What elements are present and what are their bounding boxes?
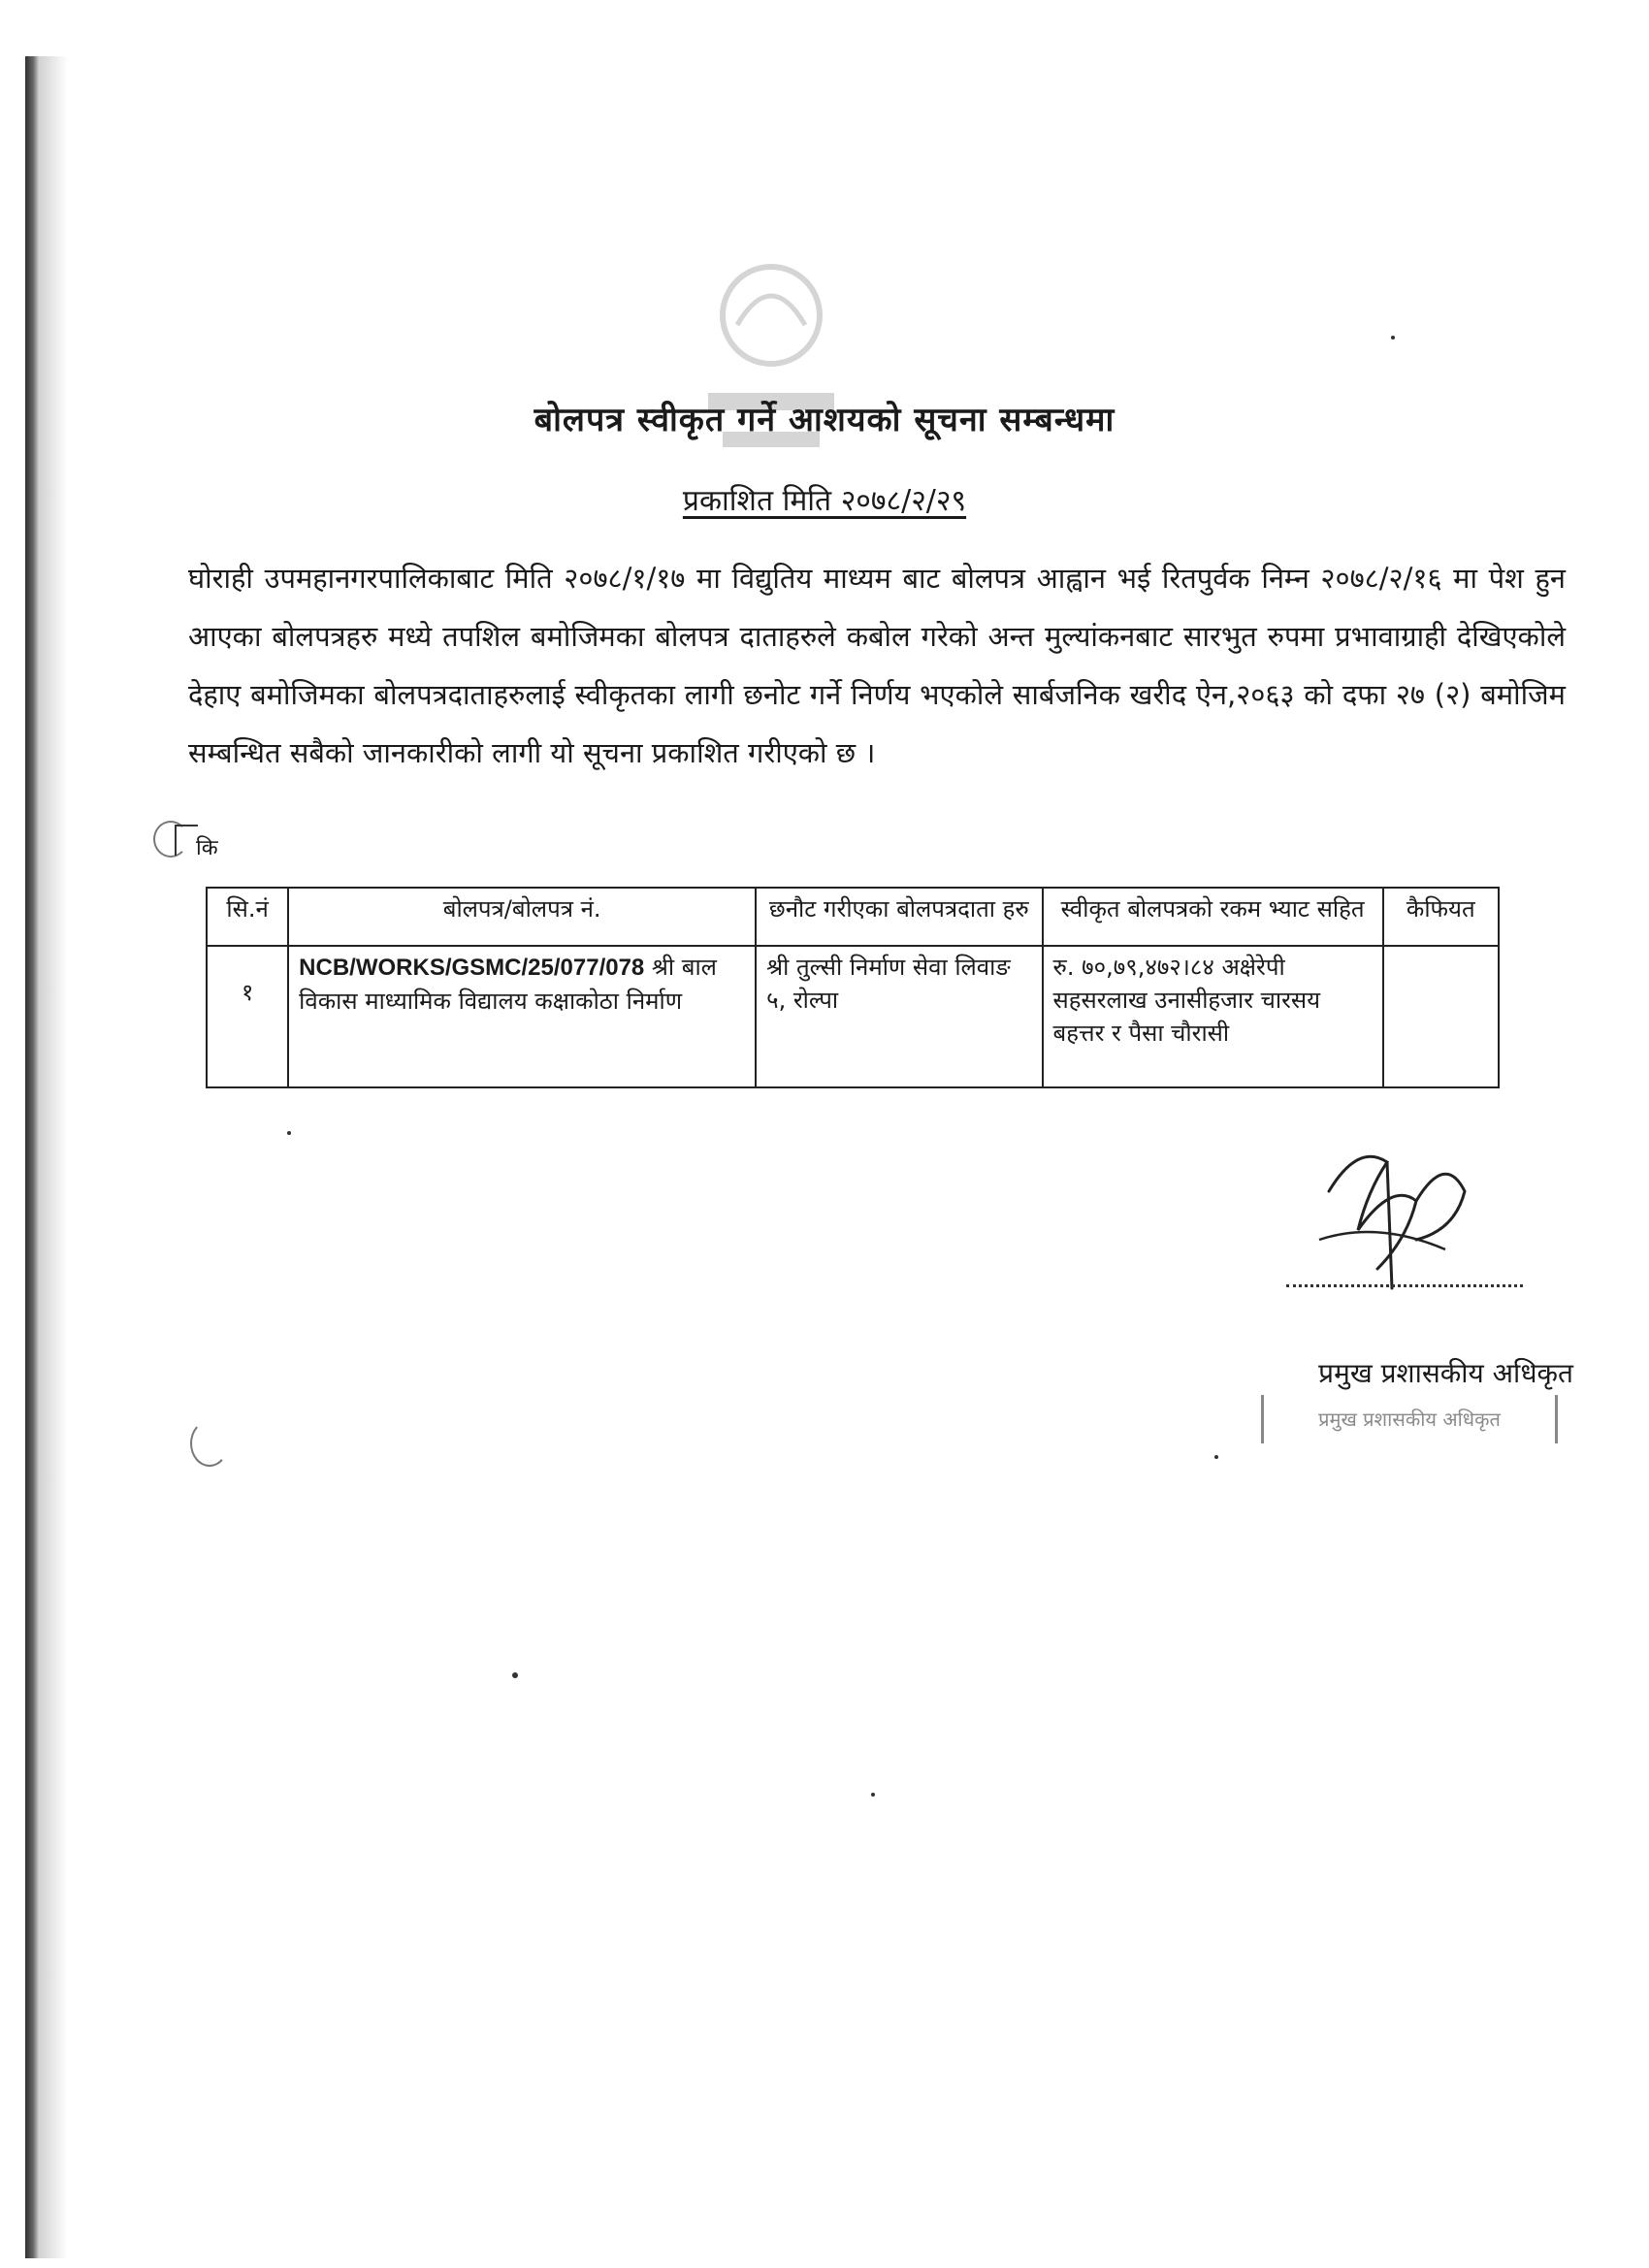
cell-sn: १ — [207, 946, 288, 1087]
header-sn: सि.नं — [207, 888, 288, 946]
publication-date-text: प्रकाशित मिति २०७८/२/२९ — [682, 484, 967, 518]
notice-body: घोराही उपमहानगरपालिकाबाट मिति २०७८/१/१७ मा विद्युतिय माध्यम बाट बोलपत्र आह्वान भई रितपुर्वक निम्न २०७८/२/१६ मा पेश हुन आएका बोलपत्रहरु मध्ये तपशिल बमोजिमका बोलपत्र दाताहरुले कबोल गरेको अन्त मुल्यांकनबाट सारभुत रुपमा प्रभावाग्राही देखिएकोले देहाए बमोजिमका बोलपत्रदाताहरुलाई स्वीकृतका लागी छनोट गर्ने निर्णय भएकोले सार्बजनिक खरीद ऐन,२०६३ को दफा २७ (२) बमोजिम सम्बन्धित सबैको जानकारीको लागी यो सूचना प्रकाशित गरीएको छ । — [188, 562, 1566, 769]
tender-table — [206, 887, 1500, 1088]
publication-date — [0, 479, 1649, 519]
table-header-row — [207, 888, 1499, 946]
scan-speck — [287, 1131, 291, 1135]
header-bidder: छनौट गरीएका बोलपत्रदाता हरु — [756, 888, 1042, 946]
scan-speck — [1391, 336, 1395, 340]
document-title: बोलपत्र स्वीकृत गर्ने आशयको सूचना सम्बन्धमा — [534, 401, 1116, 439]
header-remarks: कैफियत — [1383, 888, 1499, 946]
scan-speck — [512, 1672, 518, 1678]
cell-tender — [288, 946, 756, 1087]
scan-speck — [871, 1793, 875, 1797]
table-row — [207, 946, 1499, 1087]
punch-hole-bottom — [190, 1420, 229, 1467]
signer-designation: प्रमुख प्रशासकीय अधिकृत — [1318, 1357, 1573, 1389]
cell-bidder: श्री तुल्सी निर्माण सेवा लिवाङ ५, रोल्पा — [756, 946, 1042, 1087]
cell-remarks — [1383, 946, 1499, 1087]
margin-mark — [175, 825, 218, 860]
header-tender-no: बोलपत्र/बोलपत्र नं. — [288, 888, 756, 946]
handwritten-signature — [1300, 1123, 1494, 1298]
tender-code: NCB/WORKS/GSMC/25/077/078 — [299, 955, 645, 981]
office-stamp: प्रमुख प्रशासकीय अधिकृत — [1261, 1395, 1558, 1443]
scan-edge-gradient — [39, 56, 68, 2258]
signature-line — [1286, 1284, 1523, 1287]
cell-amount: रु. ७०,७९,४७२।८४ अक्षेरेपी सहसरलाख उनासीहजार चारसय बहत्तर र पैसा चौरासी — [1043, 946, 1383, 1087]
header-amount: स्वीकृत बोलपत्रको रकम भ्याट सहित — [1043, 888, 1383, 946]
margin-mark-text: कि — [196, 836, 218, 860]
scan-edge-shadow — [25, 56, 39, 2258]
tender-description: श्री बाल विकास माध्यामिक विद्यालय कक्षाकोठा निर्माण — [299, 954, 717, 1015]
scan-speck — [1214, 1455, 1218, 1459]
